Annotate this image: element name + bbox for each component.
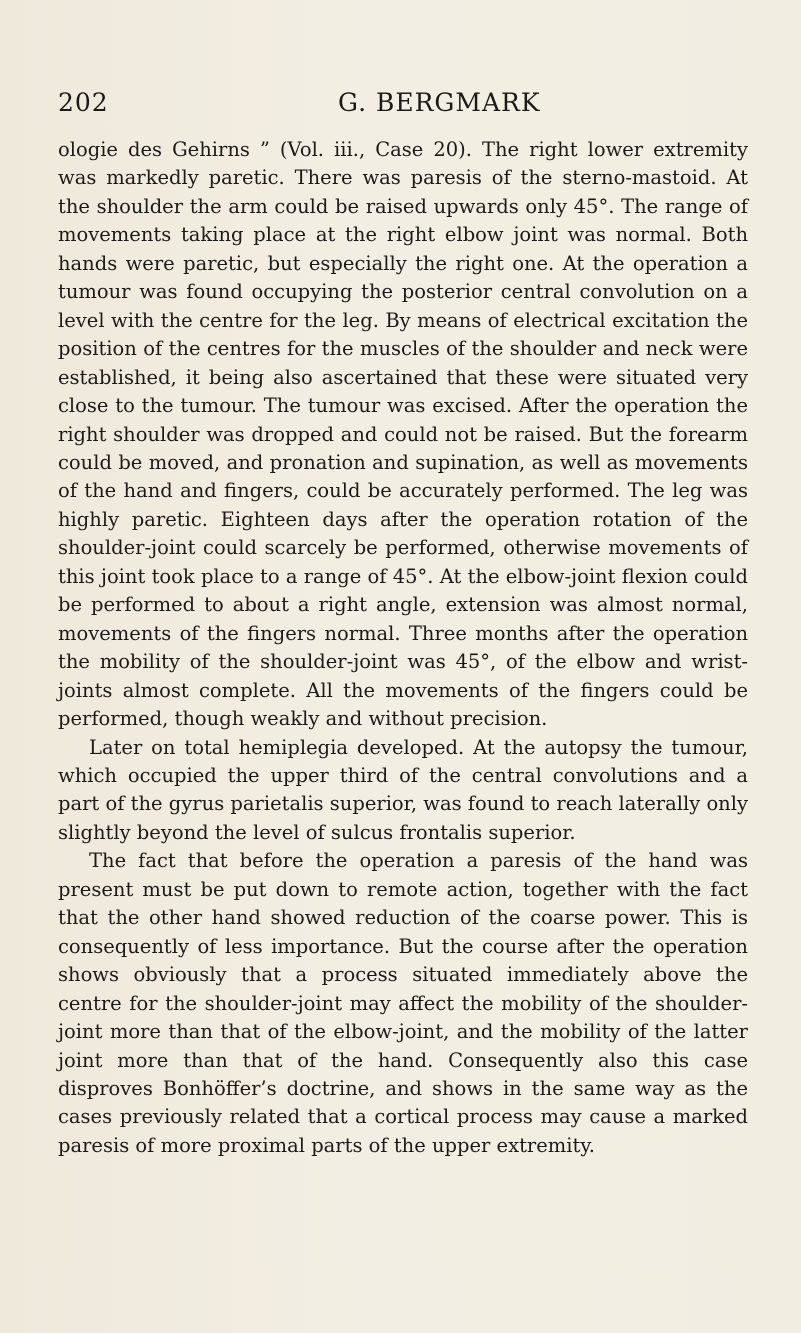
page-number: 202 <box>58 88 109 117</box>
running-title: G. BERGMARK <box>338 88 541 117</box>
paragraph-autopsy: Later on total hemiplegia developed. At the autopsy the tumour, which occupied the upper third of the central convolutions and a part of the gyrus parietalis superior, was found to reach laterally only slightly beyond the level of sulcus frontalis superior. <box>58 735 748 844</box>
paragraph-case-continuation: ologie des Gehirns ” (Vol. iii., Case 20). The right lower extremity was markedly paretic. There was paresis of the sterno-mastoid. At the shoulder the arm could be raised upwards only 45°. The range of movements taking place at the right elbow joint was normal. Both hands were paretic, but especially the right one. At the operation a tumour was found occupying the posterior central convolution on a level with the centre for the leg. By means of electrical excitation the position of the centres for the muscles of the shoulder and neck were established, it being also ascertained that these were situated very close to the tumour. The tumour was excised. After the operation the right shoulder was dropped and could not be raised. But the forearm could be moved, and pronation and supination, as well as movements of the hand and fingers, could be accurately performed. The leg was highly paretic. Eighteen days after the operation rotation of the shoulder-joint could scarcely be performed, otherwise movements of this joint took place to a range of 45°. At the elbow-joint flexion could be performed to about a right angle, extension was almost normal, movements of the fingers normal. Three months after the operation the mobility of the shoulder-joint was 45°, of the elbow and wrist-joints almost complete. All the movements of the fingers could be performed, though weakly and without precision. <box>58 138 748 731</box>
paragraph-discussion: The fact that before the operation a paresis of the hand was present must be put down to remote action, together with the fact that the other hand showed reduction of the coarse power. This is consequently of less importance. But the course after the operation shows obviously that a process situated immediately above the centre for the shoulder-joint may affect the mobility of the shoulder-joint more than that of the elbow-joint, and the mobility of the latter joint more than that of the hand. Consequently also this case disproves Bonhöffer’s doctrine, and shows in the same way as the cases previously related that a cortical process may cause a marked paresis of more proximal parts of the upper extremity. <box>58 849 748 1157</box>
running-head <box>58 86 748 120</box>
body-text <box>58 136 748 1160</box>
